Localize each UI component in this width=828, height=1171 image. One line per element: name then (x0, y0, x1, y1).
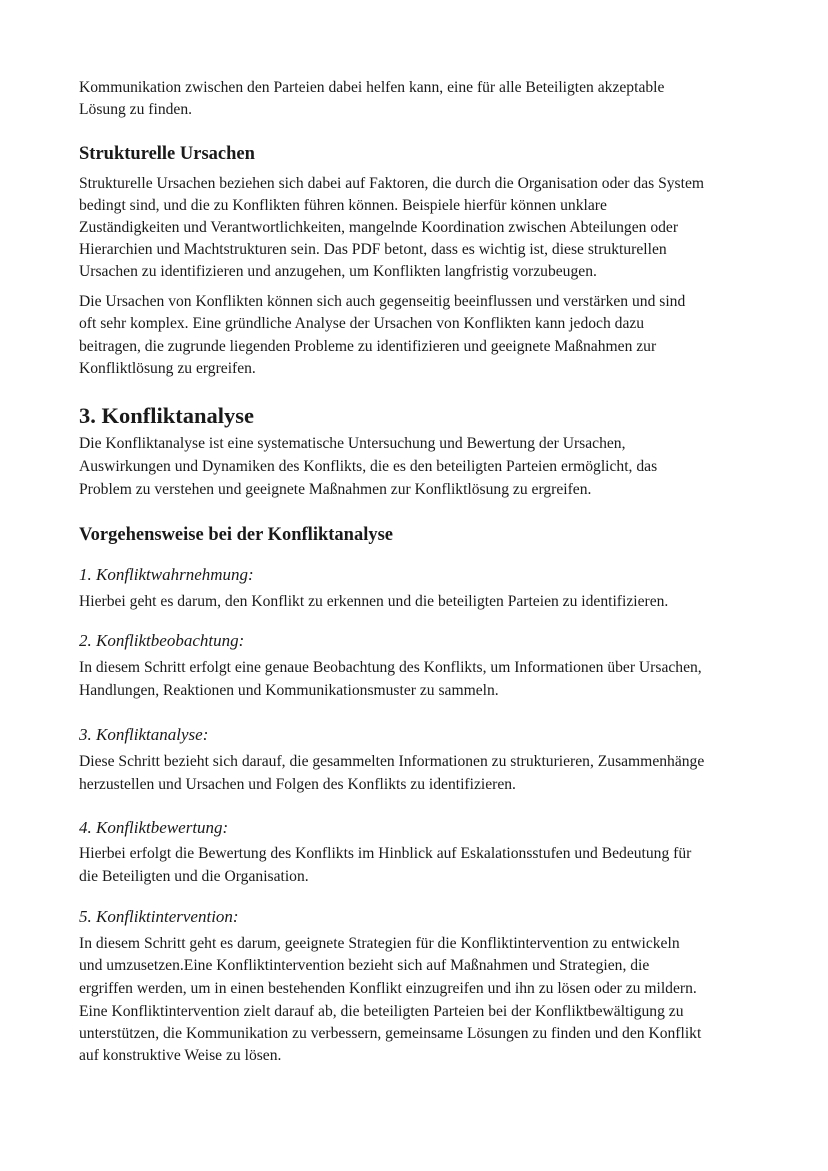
text-line: Diese Schritt bezieht sich darauf, die gesammelten Informationen zu strukturieren, Zusammenhänge (79, 753, 705, 770)
step-title: 3. Konfliktanalyse: (79, 725, 209, 744)
text-line: Eine Konfliktintervention zielt darauf ab, die beteiligten Parteien bei der Konfliktbewältigung zu (79, 1003, 684, 1020)
text-line: Problem zu verstehen und geeignete Maßnahmen zur Konfliktlösung zu ergreifen. (79, 481, 592, 498)
text-line: die Beteiligten und die Organisation. (79, 868, 309, 885)
text-line: auf konstruktive Weise zu lösen. (79, 1047, 282, 1064)
subheading-procedure: Vorgehensweise bei der Konfliktanalyse (79, 525, 393, 545)
text-line: bedingt sind, und die zu Konflikten führen können. Beispiele hierfür können unklare (79, 197, 607, 214)
text-line: unterstützen, die Kommunikation zu verbessern, gemeinsame Lösungen zu finden und den Konflikt (79, 1025, 702, 1042)
step-title: 4. Konfliktbewertung: (79, 818, 229, 837)
text-line: Hierbei geht es darum, den Konflikt zu erkennen und die beteiligten Parteien zu identifizieren. (79, 593, 669, 610)
text-line: oft sehr komplex. Eine gründliche Analyse der Ursachen von Konflikten kann jedoch dazu (79, 315, 645, 332)
text-line: herzustellen und Ursachen und Folgen des Konflikts zu identifizieren. (79, 776, 516, 793)
text-line: beitragen, die zugrunde liegenden Probleme zu identifizieren und geeignete Maßnahmen zur (79, 338, 657, 355)
text-line: Ursachen zu identifizieren und anzugehen, um Konflikten langfristig vorzubeugen. (79, 263, 597, 280)
text-line: Handlungen, Reaktionen und Kommunikationsmuster zu sammeln. (79, 682, 499, 699)
chapter-heading-conflict-analysis: 3. Konfliktanalyse (79, 403, 255, 428)
text-line: In diesem Schritt erfolgt eine genaue Beobachtung des Konflikts, um Informationen über Ursachen, (79, 659, 702, 676)
text-line: ergriffen werden, um in einen bestehenden Konflikt einzugreifen und ihn zu lösen oder zu mildern. (79, 980, 697, 997)
text-line: Auswirkungen und Dynamiken des Konflikts, die es den beteiligten Parteien ermöglicht, das (79, 458, 658, 475)
text-line: In diesem Schritt geht es darum, geeignete Strategien für die Konfliktintervention zu entwickeln (79, 935, 680, 952)
text-line: Kommunikation zwischen den Parteien dabei helfen kann, eine für alle Beteiligten akzeptable (79, 79, 665, 96)
step-title: 1. Konfliktwahrnehmung: (79, 565, 254, 584)
text-line: Konfliktlösung zu ergreifen. (79, 360, 256, 377)
text-line: Lösung zu finden. (79, 101, 193, 118)
text-line: Die Ursachen von Konflikten können sich auch gegenseitig beeinflussen und verstärken und sind (79, 293, 686, 310)
text-line: und umzusetzen.Eine Konfliktintervention bezieht sich auf Maßnahmen und Strategien, die (79, 957, 650, 974)
text-line: Die Konfliktanalyse ist eine systematische Untersuchung und Bewertung der Ursachen, (79, 435, 626, 452)
text-line: Hierarchien und Machtstrukturen sein. Das PDF betont, dass es wichtig ist, diese strukturellen (79, 241, 667, 258)
text-line: Zuständigkeiten und Verantwortlichkeiten, mangelnde Koordination zwischen Abteilungen oder (79, 219, 679, 236)
section-heading-structural-causes: Strukturelle Ursachen (79, 144, 255, 164)
step-title: 2. Konfliktbeobachtung: (79, 631, 245, 650)
step-title: 5. Konfliktintervention: (79, 907, 239, 926)
text-line: Strukturelle Ursachen beziehen sich dabei auf Faktoren, die durch die Organisation oder das System (79, 175, 705, 192)
text-line: Hierbei erfolgt die Bewertung des Konflikts im Hinblick auf Eskalationsstufen und Bedeutung für (79, 845, 692, 862)
